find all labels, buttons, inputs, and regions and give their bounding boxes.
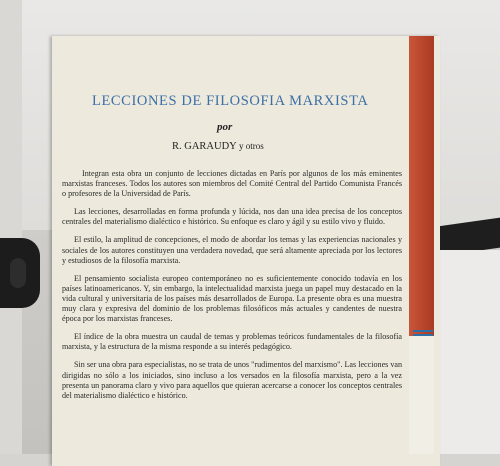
book-spine-white	[409, 336, 434, 454]
blurb-paragraph: Sin ser una obra para especialistas, no se trata de unos "rudimentos del marxismo". Las lecciones van dirigidas no sólo a los iniciados, sino incluso a los versados en la filosofía marxista, pero a la vez presenta un panorama claro y vivo para aquellos que quieran acercarse a conocer los conceptos centrales del materialismo dialéctico e histórico.	[62, 360, 403, 400]
blurb-paragraph: El índice de la obra muestra un caudal de temas y problemas teóricos fundamentales de la filosofía marxista, y la estructura de la misma responde a su interés pedagógico.	[62, 332, 402, 352]
author-name: R. GARAUDY	[172, 141, 237, 152]
white-surface	[438, 250, 500, 454]
author-suffix: y otros	[239, 141, 264, 151]
blurb-paragraph: El pensamiento socialista europeo contemporáneo no es suficientemente conocido todavía en los países latinoamericanos. Y, sin embargo, la intelectualidad marxista juega un papel muy destacado en la vida cultural y universitaria de los países más desarrollados de Europa. La presente obra es una muestra muy clara y expresiva del dominio de los problemas filosóficos más actuales y candentes de nuestra época por los marxistas franceses.	[62, 273, 402, 324]
blurb-paragraph: Las lecciones, desarrolladas en forma profunda y lúcida, nos dan una idea precisa de los conceptos centrales del materialismo dialéctico e histórico. Su enfoque es claro y ágil y su estilo vivo y fluido.	[62, 207, 402, 227]
book-por: por	[217, 121, 233, 133]
black-device	[0, 238, 40, 308]
book-blurb	[62, 169, 402, 409]
book-title: LECCIONES DE FILOSOFIA MARXISTA	[92, 93, 369, 109]
blurb-paragraph: El estilo, la amplitud de concepciones, el modo de abordar los temas y las experiencias nacionales y sociales de los autores constituyen una verdadera novedad, que será altamente apreciada por los lectores y estudiosos de la filosofía marxista.	[62, 235, 402, 265]
book-author	[172, 141, 264, 152]
blurb-paragraph: Integran esta obra un conjunto de lecciones dictadas en París por algunos de los más eminentes marxistas franceses. Todos los autores son miembros del Comité Central del Partido Comunista Francés o profesores de la Universidad de París.	[62, 169, 402, 199]
background-left-strip	[0, 0, 22, 454]
spine-stripe	[413, 334, 433, 336]
book-spine-red	[409, 36, 434, 336]
spine-stripe	[413, 330, 433, 332]
